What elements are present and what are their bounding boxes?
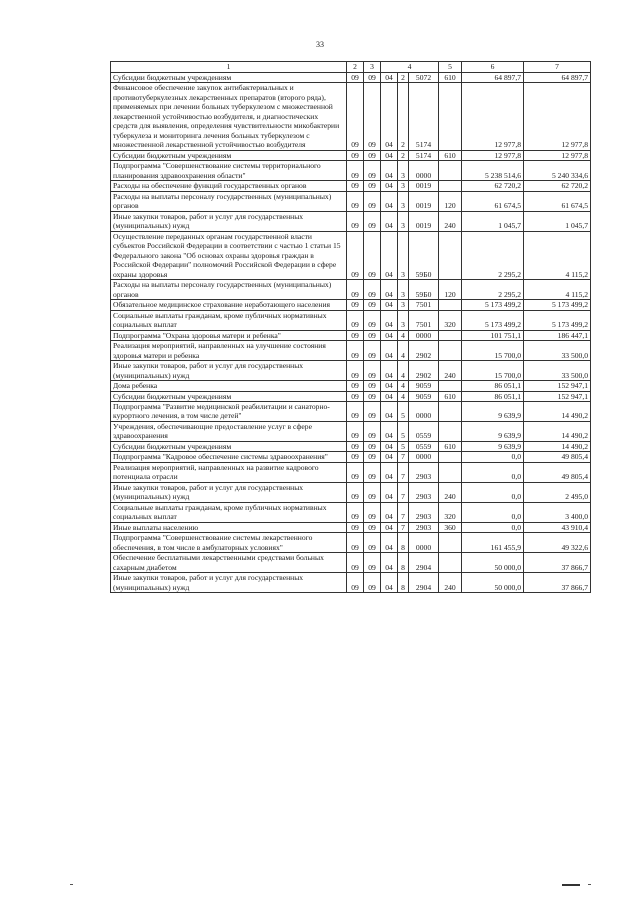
cell-c4c: 5174 [409,150,439,160]
cell-name: Иные закупки товаров, работ и услуг для государственных (муниципальных) нужд [111,211,347,231]
cell-c4b: 3 [398,191,409,211]
cell-c5: 240 [439,573,462,593]
cell-name: Расходы на выплаты персоналу государственных (муниципальных) органов [111,191,347,211]
cell-c4c: 0019 [409,211,439,231]
cell-c7: 152 947,1 [524,381,591,391]
cell-c7: 4 115,2 [524,231,591,279]
cell-c4b: 7 [398,452,409,462]
cell-c2: 09 [347,553,364,573]
cell-c7: 62 720,2 [524,181,591,191]
cell-c4b: 5 [398,421,409,441]
cell-c4a: 04 [381,83,398,150]
cell-c4a: 04 [381,150,398,160]
cell-c6: 101 751,1 [462,330,524,340]
cell-c7: 3 400,0 [524,502,591,522]
cell-c2: 09 [347,73,364,83]
cell-c7: 186 447,1 [524,330,591,340]
cell-c7: 33 500,0 [524,361,591,381]
cell-c2: 09 [347,482,364,502]
cell-name: Социальные выплаты гражданам, кроме публичных нормативных социальных выплат [111,502,347,522]
cell-c6: 0,0 [462,502,524,522]
cell-c4b: 8 [398,533,409,553]
cell-name: Расходы на выплаты персоналу государственных (муниципальных) органов [111,280,347,300]
table-row [111,533,591,553]
cell-c2: 09 [347,462,364,482]
cell-c7: 12 977,8 [524,150,591,160]
cell-name: Осуществление переданных органам государственной власти субъектов Российской Федерации в соответствии с частью 1 статьи 15 Федерального закона "Об основах охраны здоровья граждан в Российской Федерации" полномочий Российской Федерации в сфере охраны здоровья [111,231,347,279]
cell-c3: 09 [364,150,381,160]
cell-c2: 09 [347,181,364,191]
cell-c3: 09 [364,421,381,441]
cell-c4c: 0019 [409,191,439,211]
cell-c4b: 5 [398,441,409,451]
cell-c3: 09 [364,522,381,532]
cell-c5 [439,181,462,191]
cell-c7: 49 805,4 [524,452,591,462]
cell-c4a: 04 [381,533,398,553]
cell-c3: 09 [364,573,381,593]
cell-c3: 09 [364,462,381,482]
table-row [111,522,591,532]
cell-c4b: 3 [398,211,409,231]
cell-c2: 09 [347,330,364,340]
cell-c2: 09 [347,300,364,310]
cell-c4a: 04 [381,573,398,593]
cell-c4c: 0559 [409,421,439,441]
cell-c3: 09 [364,482,381,502]
cell-c2: 09 [347,231,364,279]
cell-name: Подпрограмма "Совершенствование системы территориального планирования здравоохранения области" [111,161,347,181]
cell-c5 [439,330,462,340]
cell-c5: 240 [439,482,462,502]
cell-c4a: 04 [381,231,398,279]
cell-c6: 62 720,2 [462,181,524,191]
cell-name: Подпрограмма "Кадровое обеспечение системы здравоохранения" [111,452,347,462]
cell-c6: 64 897,7 [462,73,524,83]
cell-c3: 09 [364,452,381,462]
cell-c5 [439,421,462,441]
cell-c6: 1 045,7 [462,211,524,231]
cell-c5: 320 [439,310,462,330]
cell-c4a: 04 [381,361,398,381]
cell-c2: 09 [347,280,364,300]
cell-c4c: 2903 [409,522,439,532]
footer-mark-right [562,884,580,886]
cell-c7: 1 045,7 [524,211,591,231]
table-row [111,361,591,381]
cell-c2: 09 [347,502,364,522]
cell-c4b: 4 [398,330,409,340]
cell-c3: 09 [364,533,381,553]
cell-c6: 12 977,8 [462,150,524,160]
cell-c6: 50 000,0 [462,573,524,593]
cell-c5 [439,533,462,553]
table-row [111,421,591,441]
cell-c4b: 8 [398,573,409,593]
cell-c6: 61 674,5 [462,191,524,211]
cell-c4c: 2904 [409,573,439,593]
cell-c7: 49 805,4 [524,462,591,482]
cell-c3: 09 [364,330,381,340]
cell-c2: 09 [347,441,364,451]
cell-c4c: 7501 [409,300,439,310]
cell-c2: 09 [347,573,364,593]
cell-c4c: 2903 [409,502,439,522]
cell-c4a: 04 [381,280,398,300]
table-row [111,462,591,482]
cell-c3: 09 [364,310,381,330]
cell-c6: 2 295,2 [462,280,524,300]
cell-c4c: 2902 [409,361,439,381]
cell-c4c: 7501 [409,310,439,330]
cell-c4a: 04 [381,421,398,441]
table-row [111,573,591,593]
cell-c4a: 04 [381,181,398,191]
cell-c4a: 04 [381,553,398,573]
cell-c2: 09 [347,211,364,231]
table-row [111,330,591,340]
cell-name: Субсидии бюджетным учреждениям [111,150,347,160]
cell-c4c: 0000 [409,161,439,181]
cell-c7: 5 173 499,2 [524,300,591,310]
table-row [111,401,591,421]
cell-c4c: 0000 [409,401,439,421]
cell-c4a: 04 [381,452,398,462]
cell-name: Иные выплаты населению [111,522,347,532]
cell-c2: 09 [347,161,364,181]
cell-c4c: 9059 [409,381,439,391]
cell-c4a: 04 [381,462,398,482]
cell-c4c: 5174 [409,83,439,150]
cell-c6: 5 173 499,2 [462,300,524,310]
cell-c5: 120 [439,280,462,300]
table-body [111,73,591,593]
cell-c3: 09 [364,401,381,421]
cell-c5: 120 [439,191,462,211]
cell-c4a: 04 [381,300,398,310]
cell-c7: 14 490,2 [524,401,591,421]
cell-c4a: 04 [381,502,398,522]
cell-c4a: 04 [381,330,398,340]
cell-name: Иные закупки товаров, работ и услуг для государственных (муниципальных) нужд [111,361,347,381]
cell-c4a: 04 [381,211,398,231]
cell-c6: 0,0 [462,462,524,482]
cell-name: Реализация мероприятий, направленных на развитие кадрового потенциала отрасли [111,462,347,482]
cell-c5: 360 [439,522,462,532]
cell-c7: 43 910,4 [524,522,591,532]
table-row [111,83,591,150]
cell-c4b: 8 [398,553,409,573]
cell-c6: 0,0 [462,452,524,462]
cell-c3: 09 [364,361,381,381]
cell-c6: 0,0 [462,522,524,532]
cell-c4c: 0000 [409,330,439,340]
cell-name: Расходы на обеспечение функций государственных органов [111,181,347,191]
table-row [111,441,591,451]
cell-c4c: 2903 [409,482,439,502]
cell-c3: 09 [364,181,381,191]
cell-name: Иные закупки товаров, работ и услуг для государственных (муниципальных) нужд [111,573,347,593]
cell-c6: 15 700,0 [462,361,524,381]
cell-c6: 2 295,2 [462,231,524,279]
cell-c4b: 3 [398,300,409,310]
cell-c2: 09 [347,391,364,401]
cell-name: Реализация мероприятий, направленных на улучшение состояния здоровья матери и ребенка [111,341,347,361]
table-row [111,181,591,191]
table-row [111,502,591,522]
cell-c5 [439,300,462,310]
cell-c6: 12 977,8 [462,83,524,150]
cell-c4b: 4 [398,391,409,401]
cell-c6: 9 639,9 [462,421,524,441]
page-number: 33 [316,40,324,49]
cell-c7: 2 495,0 [524,482,591,502]
cell-c4c: 2904 [409,553,439,573]
table-row [111,211,591,231]
cell-c2: 09 [347,522,364,532]
cell-name: Обеспечение бесплатными лекарственными средствами больных сахарным диабетом [111,553,347,573]
cell-c4b: 3 [398,181,409,191]
cell-c4c: 2903 [409,462,439,482]
col-header-6: 6 [462,62,524,73]
cell-name: Субсидии бюджетным учреждениям [111,441,347,451]
cell-c3: 09 [364,381,381,391]
cell-c4c: 9059 [409,391,439,401]
cell-c2: 09 [347,150,364,160]
table-row [111,280,591,300]
cell-c5 [439,231,462,279]
footer-mark-edge [588,884,591,885]
cell-c5: 610 [439,73,462,83]
table-row [111,553,591,573]
cell-c4b: 4 [398,361,409,381]
cell-c4b: 2 [398,73,409,83]
cell-c4b: 2 [398,83,409,150]
cell-c6: 0,0 [462,482,524,502]
cell-c4c: 0000 [409,452,439,462]
cell-c6: 5 173 499,2 [462,310,524,330]
table-row [111,482,591,502]
header-row [111,62,591,73]
cell-c3: 09 [364,502,381,522]
cell-c7: 5 173 499,2 [524,310,591,330]
cell-c3: 09 [364,231,381,279]
table-row [111,73,591,83]
cell-name: Подпрограмма "Охрана здоровья матери и ребенка" [111,330,347,340]
cell-c4b: 2 [398,150,409,160]
footer-mark-left [70,884,73,885]
cell-name: Финансовое обеспечение закупок антибактериальных и противотуберкулезных лекарственных препаратов (второго ряда), применяемых при лечении больных туберкулезом с множественной лекарственной устойчивостью возбудителя, и диагностических средств для выявления, определения чувствительности микобактерии туберкулеза и мониторинга лечения больных туберкулезом с множественной лекарственной устойчивостью возбудителя [111,83,347,150]
cell-c7: 14 490,2 [524,421,591,441]
cell-c4b: 3 [398,161,409,181]
cell-c4a: 04 [381,73,398,83]
cell-c3: 09 [364,553,381,573]
cell-c5: 240 [439,361,462,381]
cell-c6: 5 238 514,6 [462,161,524,181]
cell-c4a: 04 [381,482,398,502]
cell-c4b: 3 [398,231,409,279]
cell-c7: 64 897,7 [524,73,591,83]
cell-c6: 50 000,0 [462,553,524,573]
cell-c4c: 59Б0 [409,280,439,300]
cell-name: Субсидии бюджетным учреждениям [111,391,347,401]
cell-c4b: 4 [398,381,409,391]
cell-c4a: 04 [381,341,398,361]
cell-c4c: 2902 [409,341,439,361]
cell-c4b: 3 [398,280,409,300]
cell-c7: 12 977,8 [524,83,591,150]
cell-c3: 09 [364,391,381,401]
cell-c4a: 04 [381,441,398,451]
col-header-3: 3 [364,62,381,73]
cell-c4a: 04 [381,310,398,330]
cell-c6: 161 455,9 [462,533,524,553]
cell-name: Обязательное медицинское страхование неработающего населения [111,300,347,310]
cell-name: Дома ребенка [111,381,347,391]
cell-c6: 86 051,1 [462,381,524,391]
cell-name: Субсидии бюджетным учреждениям [111,73,347,83]
cell-c2: 09 [347,341,364,361]
cell-c4a: 04 [381,191,398,211]
cell-c5: 610 [439,391,462,401]
cell-c7: 37 866,7 [524,573,591,593]
cell-c6: 9 639,9 [462,401,524,421]
cell-c7: 61 674,5 [524,191,591,211]
cell-c2: 09 [347,361,364,381]
table-row [111,381,591,391]
table-row [111,310,591,330]
cell-c3: 09 [364,341,381,361]
col-header-2: 2 [347,62,364,73]
cell-c7: 37 866,7 [524,553,591,573]
cell-c3: 09 [364,211,381,231]
cell-c2: 09 [347,191,364,211]
cell-c3: 09 [364,280,381,300]
col-header-4: 4 [381,62,439,73]
cell-c4a: 04 [381,381,398,391]
col-header-7: 7 [524,62,591,73]
cell-c2: 09 [347,421,364,441]
col-header-1: 1 [111,62,347,73]
cell-c4a: 04 [381,391,398,401]
cell-c2: 09 [347,310,364,330]
cell-c5 [439,341,462,361]
cell-c7: 49 322,6 [524,533,591,553]
cell-c7: 152 947,1 [524,391,591,401]
cell-c5 [439,83,462,150]
budget-table [110,61,591,593]
cell-c2: 09 [347,401,364,421]
cell-c4a: 04 [381,522,398,532]
cell-c4b: 3 [398,310,409,330]
cell-c4a: 04 [381,161,398,181]
cell-c3: 09 [364,300,381,310]
cell-c4c: 0000 [409,533,439,553]
col-header-5: 5 [439,62,462,73]
cell-c4c: 0559 [409,441,439,451]
cell-c7: 33 500,0 [524,341,591,361]
cell-c3: 09 [364,83,381,150]
cell-c5 [439,462,462,482]
cell-c5 [439,452,462,462]
cell-c6: 9 639,9 [462,441,524,451]
table-row [111,341,591,361]
cell-c4b: 7 [398,482,409,502]
cell-c3: 09 [364,161,381,181]
cell-name: Социальные выплаты гражданам, кроме публичных нормативных социальных выплат [111,310,347,330]
cell-c6: 86 051,1 [462,391,524,401]
cell-name: Учреждения, обеспечивающие предоставление услуг в сфере здравоохранения [111,421,347,441]
table-row [111,391,591,401]
cell-name: Подпрограмма "Развитие медицинской реабилитации и санаторно-курортного лечения, в том числе детей" [111,401,347,421]
cell-c4b: 7 [398,462,409,482]
table-row [111,150,591,160]
cell-c5 [439,161,462,181]
cell-c5: 610 [439,441,462,451]
cell-c7: 14 490,2 [524,441,591,451]
cell-c5 [439,381,462,391]
cell-c7: 4 115,2 [524,280,591,300]
cell-c3: 09 [364,73,381,83]
cell-name: Подпрограмма "Совершенствование системы лекарственного обеспечения, в том числе в амбулаторных условиях" [111,533,347,553]
cell-c2: 09 [347,381,364,391]
cell-c4c: 59Б0 [409,231,439,279]
cell-c4b: 7 [398,522,409,532]
table-row [111,191,591,211]
table-row [111,231,591,279]
table-row [111,161,591,181]
cell-c3: 09 [364,441,381,451]
cell-c6: 15 700,0 [462,341,524,361]
cell-c5 [439,553,462,573]
cell-c5: 610 [439,150,462,160]
cell-c4b: 4 [398,341,409,361]
cell-c5: 240 [439,211,462,231]
cell-c4c: 0019 [409,181,439,191]
cell-c7: 5 240 334,6 [524,161,591,181]
cell-c4a: 04 [381,401,398,421]
cell-c4c: 5072 [409,73,439,83]
cell-c5 [439,401,462,421]
cell-c2: 09 [347,533,364,553]
table-row [111,452,591,462]
cell-name: Иные закупки товаров, работ и услуг для государственных (муниципальных) нужд [111,482,347,502]
cell-c5: 320 [439,502,462,522]
cell-c4b: 7 [398,502,409,522]
cell-c4b: 5 [398,401,409,421]
cell-c2: 09 [347,83,364,150]
table-row [111,300,591,310]
cell-c3: 09 [364,191,381,211]
cell-c2: 09 [347,452,364,462]
